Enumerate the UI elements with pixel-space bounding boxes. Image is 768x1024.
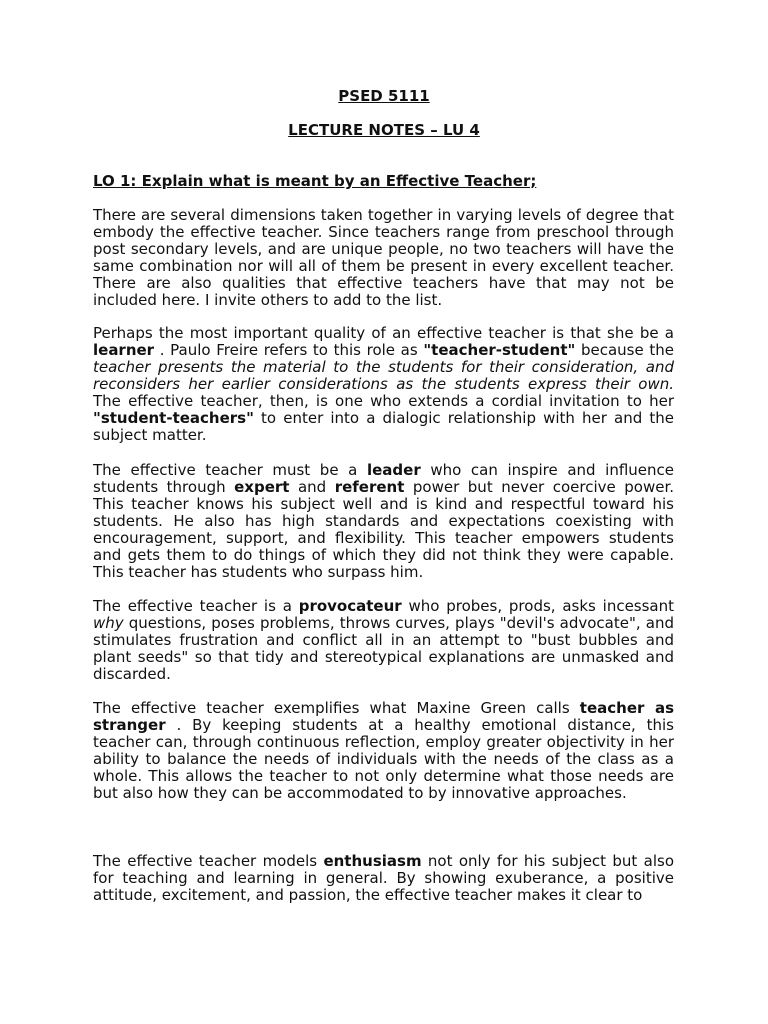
term-provocateur: provocateur — [298, 597, 402, 615]
paragraph-enthusiasm — [93, 853, 674, 904]
text-run: power but never coercive power. This teacher knows his subject well and is kind and respectful toward his students. He also has high standards and expectations coexisting with encouragement, support, and flexibility. This teacher empowers students and gets them to do things of which they did not think they were capable. This teacher has students who surpass him. — [93, 478, 674, 581]
text-run: Perhaps the most important quality of an effective teacher is that she be a — [93, 324, 674, 342]
text-run: The effective teacher exemplifies what Maxine Green calls — [93, 699, 580, 717]
term-teacher-student: "teacher-student" — [423, 341, 576, 359]
text-run: because the — [575, 341, 674, 359]
term-enthusiasm: enthusiasm — [323, 852, 422, 870]
paragraph-learner — [93, 325, 674, 444]
text-run: and — [289, 478, 335, 496]
paragraph-provocateur — [93, 598, 674, 683]
term-learner: learner — [93, 341, 155, 359]
paragraph-dimensions — [93, 207, 674, 309]
text-run: The effective teacher models — [93, 852, 324, 870]
term-student-teachers: "student-teachers" — [93, 409, 254, 427]
freire-quote: teacher presents the material to the students for their consideration, and reconsiders her earlier considerations as the students express their own. — [93, 358, 674, 393]
text-run: to enter into a dialogic relationship with her and the subject matter. — [93, 409, 674, 444]
text-run: questions, poses problems, throws curves, plays "devil's advocate", and stimulates frustration and conflict all in an attempt to "bust bubbles and plant seeds" so that tidy and stereotypical explanations are unmasked and discarded. — [93, 614, 674, 683]
lecture-notes-heading: LECTURE NOTES – LU 4 — [288, 121, 480, 139]
term-expert: expert — [234, 478, 290, 496]
text-run: The effective teacher must be a — [93, 461, 367, 479]
term-leader: leader — [366, 461, 421, 479]
course-code-heading: PSED 5111 — [338, 87, 430, 105]
text-run: not only for his subject but also for teaching and learning in general. By showing exuberance, a positive attitude, excitement, and passion, the effective teacher makes it clear to — [93, 852, 674, 904]
emphasis-why: why — [93, 614, 124, 632]
text-run: who probes, prods, asks incessant — [401, 597, 675, 615]
paragraph-stranger — [93, 700, 674, 802]
paragraph-leader — [93, 462, 674, 581]
text-run: . Paulo Freire refers to this role as — [154, 341, 424, 359]
text-run: The effective teacher is a — [93, 597, 299, 615]
text-run: The effective teacher, then, is one who extends a cordial invitation to her — [93, 392, 674, 410]
term-teacher-as-stranger: teacher as stranger — [93, 699, 675, 734]
text-run: who can inspire and influence students through — [93, 461, 674, 496]
term-referent: referent — [334, 478, 405, 496]
learning-objective-heading: LO 1: Explain what is meant by an Effective Teacher; — [93, 172, 537, 190]
text-run: . By keeping students at a healthy emotional distance, this teacher can, through continuous reflection, employ greater objectivity in her ability to balance the needs of individuals with the needs of the class as a whole. This allows the teacher to not only determine what those needs are but also how they can be accommodated to by innovative approaches. — [93, 716, 674, 802]
paragraph-dimensions-text: There are several dimensions taken together in varying levels of degree that embody the effective teacher. Since teachers range from preschool through post secondary levels, and are unique people, no two teachers will have the same combination nor will all of them be present in every excellent teacher. There are also qualities that effective teachers have that may not be included here. I invite others to add to the list. — [93, 206, 674, 309]
